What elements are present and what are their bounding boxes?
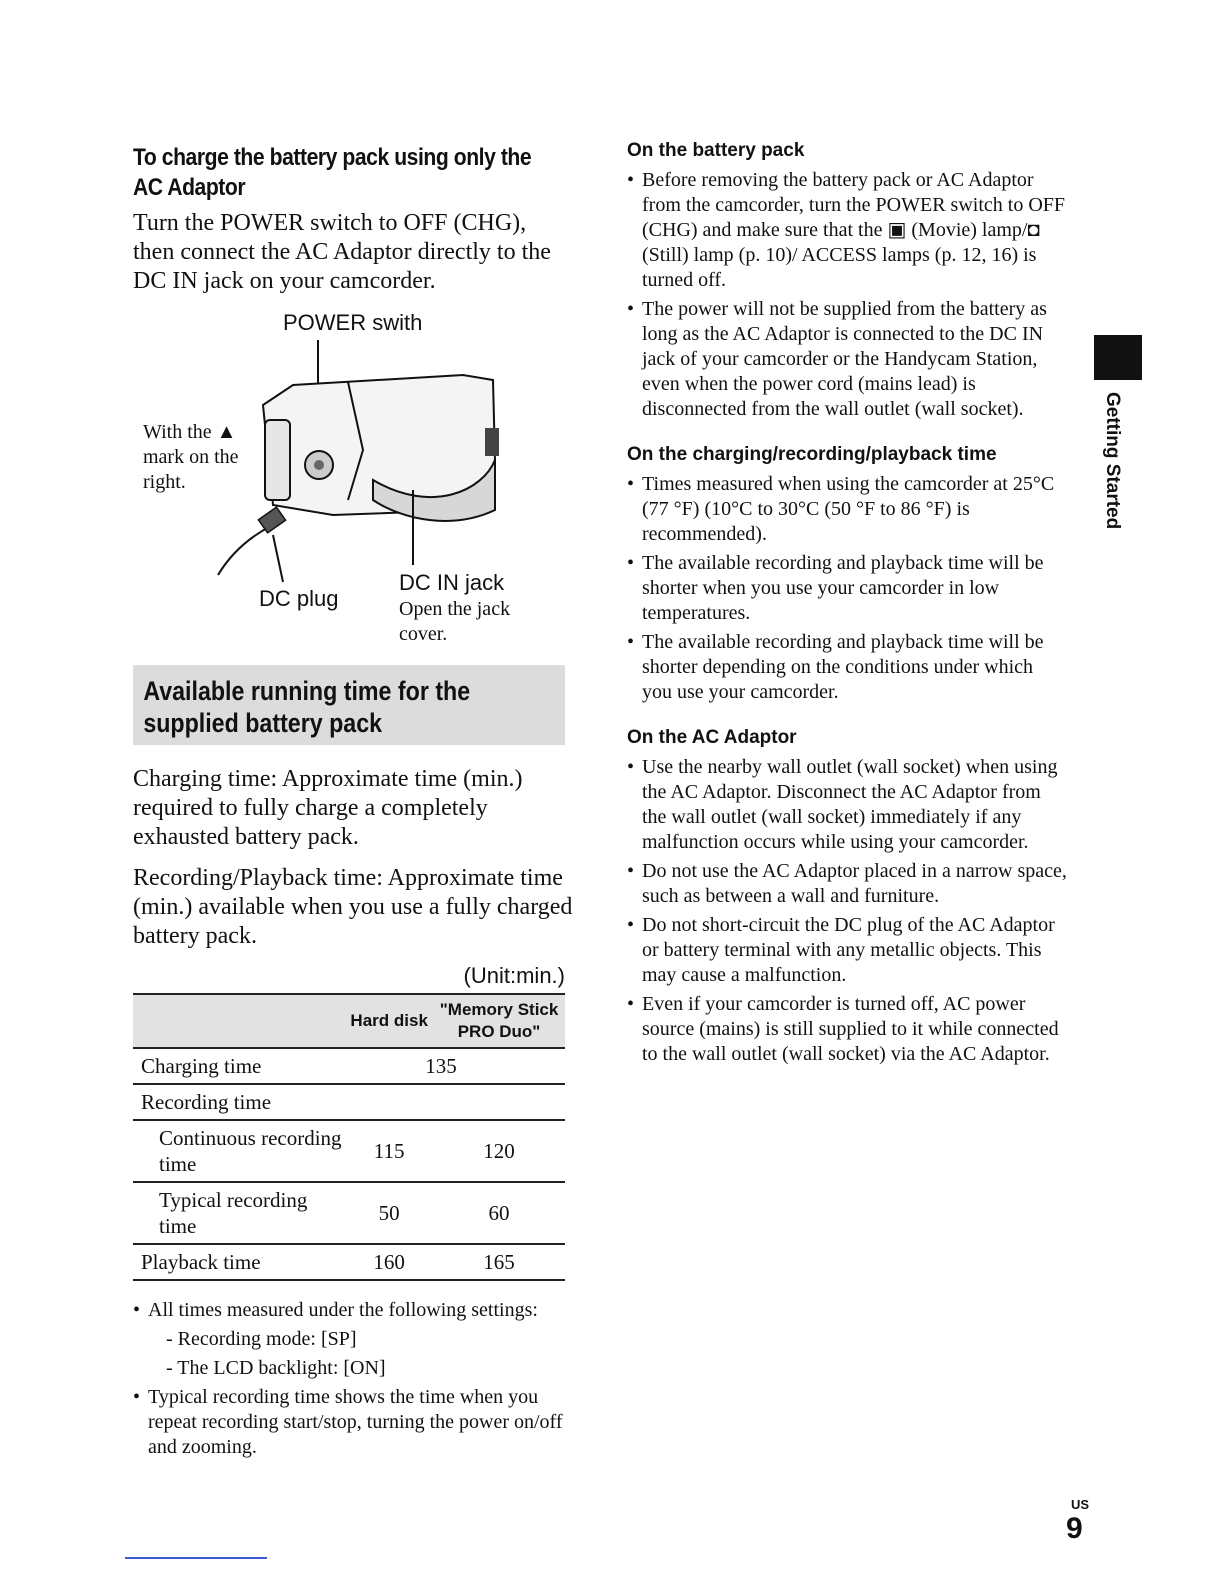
row-label: Playback time	[141, 1250, 261, 1274]
table-row	[133, 1084, 565, 1120]
list-item: • The available recording and playback time will be shorter when you use your camcorder in low temperatures.	[627, 551, 1067, 626]
hard-disk-value: 160	[373, 1250, 405, 1274]
mark-label: With the ▲ mark on the right.	[143, 421, 239, 493]
hard-disk-value: 50	[378, 1201, 400, 1225]
hard-disk-header: Hard disk	[345, 994, 433, 1048]
footer-rule	[125, 1557, 267, 1559]
row-value: 135	[425, 1054, 457, 1078]
page-number: 9	[1066, 1512, 1083, 1545]
timing-section	[627, 444, 1067, 705]
section-banner	[133, 665, 565, 745]
battery-section	[627, 140, 1067, 422]
list-item: • Even if your camcorder is turned off, AC power source (mains) is still supplied to it while connected to the wall outlet (wall socket) via the AC Adaptor.	[627, 992, 1067, 1067]
row-label: Typical recording time	[159, 1188, 308, 1238]
adaptor-heading: On the AC Adaptor	[627, 727, 797, 748]
battery-heading: On the battery pack	[627, 140, 805, 161]
memory-stick-value: 120	[483, 1139, 515, 1163]
row-label: Continuous recording time	[159, 1126, 342, 1176]
adaptor-section	[627, 727, 1067, 1067]
table-row	[133, 1048, 565, 1084]
list-item: • Do not short-circuit the DC plug of the AC Adaptor or battery terminal with any metallic objects. This may cause a malfunction.	[627, 913, 1067, 988]
table-header-row	[133, 994, 565, 1048]
dc-in-jack-note: Open the jack cover.	[399, 598, 511, 645]
table-row	[133, 1120, 565, 1182]
definitions	[133, 765, 573, 951]
list-item: • Before removing the battery pack or AC Adaptor from the camcorder, turn the POWER switch to OFF (CHG) and make sure that the ▣ (Movie) lamp/◘ (Still) lamp (p. 10)/ ACCESS lamps (p. 12, 16) is turned off.	[627, 168, 1067, 293]
recording-definition: Recording/Playback time: Approximate time (min.) available when you use a fully charged battery pack.	[133, 865, 573, 949]
time-table	[133, 993, 565, 1281]
row-label: Charging time	[141, 1054, 262, 1078]
list-item: • Typical recording time shows the time when you repeat recording start/stop, turning the power on/off and zooming.	[133, 1385, 573, 1460]
table-row	[133, 1182, 565, 1244]
list-item: • Use the nearby wall outlet (wall socket) when using the AC Adaptor. Disconnect the AC Adaptor from the wall outlet (wall socket) immediately if any malfunction occurs while using your camcorder.	[627, 755, 1067, 855]
timing-heading: On the charging/recording/playback time	[627, 444, 997, 465]
list-item: • The power will not be supplied from the battery as long as the AC Adaptor is connected to the DC IN jack of your camcorder or the Handycam Station, even when the power cord (mains lead) is disconnected from the wall outlet (wall socket).	[627, 297, 1067, 422]
power-switch-label: POWER swith	[283, 310, 423, 335]
chapter-tab-label: Getting Started	[1102, 392, 1123, 530]
page-region: US	[1071, 1497, 1090, 1512]
list-item: • All times measured under the following settings: - Recording mode: [SP] - The LCD backlight: [ON]	[133, 1298, 573, 1381]
unit-label: (Unit:min.)	[463, 963, 565, 988]
intro-text: Turn the POWER switch to OFF (CHG), then connect the AC Adaptor directly to the DC IN jack on your camcorder.	[133, 210, 551, 294]
list-item: • Times measured when using the camcorder at 25°C (77 °F) (10°C to 30°C (50 °F to 86 °F) is recommended).	[627, 472, 1067, 547]
hard-disk-value: 115	[373, 1139, 405, 1163]
section-heading: To charge the battery pack using only the AC Adaptor	[133, 144, 532, 201]
list-item: • The available recording and playback time will be shorter depending on the conditions under which you use your camcorder.	[627, 630, 1067, 705]
dc-plug-label: DC plug	[259, 586, 339, 611]
banner-title: Available running time for the supplied battery pack	[143, 676, 471, 738]
memory-stick-header: "Memory Stick PRO Duo"	[433, 994, 565, 1048]
memory-stick-value: 165	[483, 1250, 515, 1274]
camcorder-figure	[133, 300, 573, 660]
table-row	[133, 1244, 565, 1280]
memory-stick-value: 60	[488, 1201, 510, 1225]
right-column	[627, 140, 1067, 1089]
list-item: • Do not use the AC Adaptor placed in a narrow space, such as between a wall and furniture.	[627, 859, 1067, 909]
left-column	[133, 143, 573, 296]
charging-definition: Charging time: Approximate time (min.) required to fully charge a completely exhausted battery pack.	[133, 766, 523, 850]
notes-list	[133, 1298, 573, 1464]
dc-in-jack-label: DC IN jack	[399, 570, 505, 595]
sub-item: - Recording mode: [SP]	[166, 1328, 357, 1350]
running-time-table	[133, 963, 565, 1281]
chapter-tab-marker	[1094, 335, 1142, 380]
row-label: Recording time	[141, 1090, 272, 1114]
sub-item: - The LCD backlight: [ON]	[166, 1357, 386, 1379]
